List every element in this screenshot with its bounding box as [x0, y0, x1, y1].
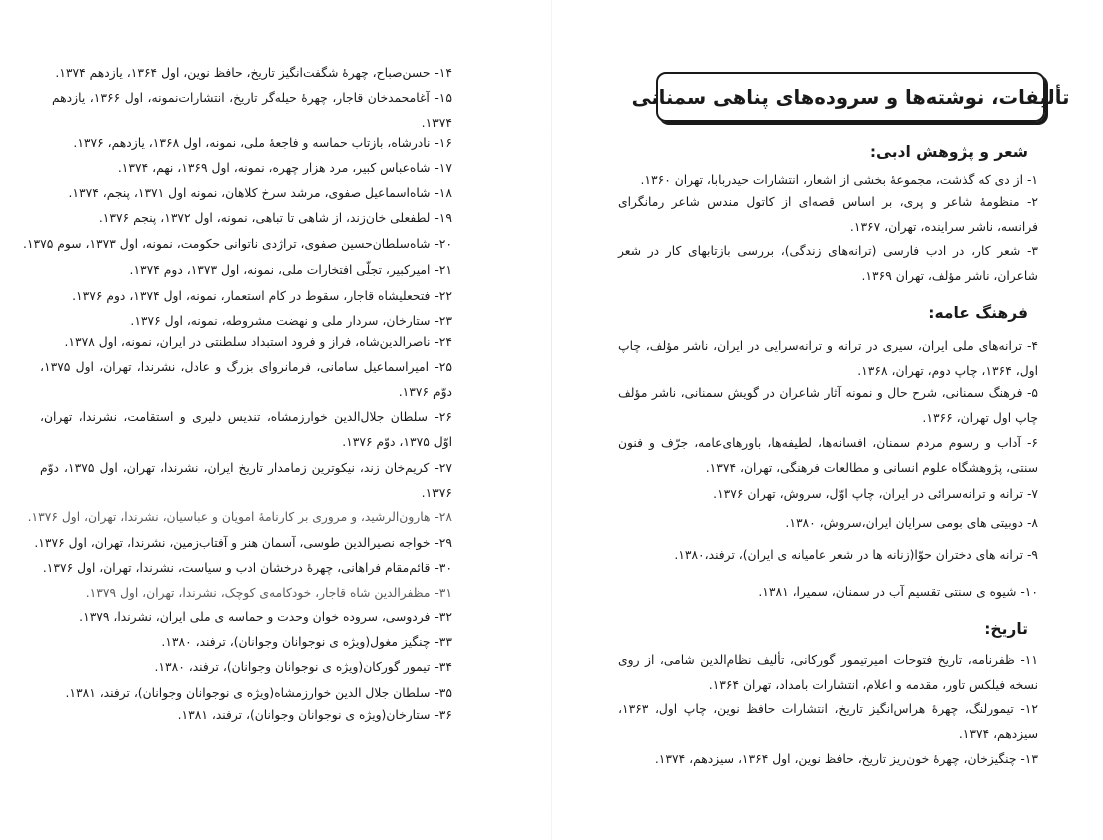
bibliography-entry: ۲۳- ستارخان، سردار ملی و نهضت مشروطه، نمونه، اول ۱۳۷۶.: [130, 314, 452, 328]
bibliography-entry: ۳۴- تیمور گورکان(ویژه ی نوجوانان وجوانان)، ترفند، ۱۳۸۰.: [154, 660, 452, 674]
bibliography-entry: ۱۶- نادرشاه، بازتاب حماسه و فاجعهٔ ملی، نمونه، اول ۱۳۶۸، یازدهم، ۱۳۷۶.: [73, 136, 452, 150]
section-heading: تاریخ:: [984, 620, 1028, 638]
bibliography-entry: ۳۳- چنگیز مغول(ویژه ی نوجوانان وجوانان)، ترفند، ۱۳۸۰.: [161, 635, 452, 649]
bibliography-entry: ۸- دوبیتی های بومی سرایان ایران،سروش، ۱۳۸۰.: [785, 516, 1038, 530]
bibliography-entry: ۱۷- شاه‌عباس کبیر، مرد هزار چهره، نمونه، اول ۱۳۶۹، نهم، ۱۳۷۴.: [117, 161, 452, 175]
bibliography-entry: ۲۷- کریم‌خان زند، نیکوترین زمامدار تاریخ ایران، نشرندا، تهران، اول ۱۳۷۵، دوّم ۱۳۷۶.: [40, 461, 453, 500]
bibliography-entry: ۷- ترانه و ترانه‌سرائی در ایران، چاپ اوّل، سروش، تهران ۱۳۷۶.: [713, 487, 1038, 501]
bibliography-entry: ۹- ترانه های دختران حوّا(زنانه ها در شعر عامیانه ی ایران)، ترفند،۱۳۸۰.: [674, 548, 1038, 562]
bibliography-entry: ۳۵- سلطان جلال الدین خوارزمشاه(ویژه ی نوجوانان وجوانان)، ترفند، ۱۳۸۱.: [65, 686, 452, 700]
bibliography-entry: ۱۰- شیوه ی سنتی تقسیم آب در سمنان، سمیرا، ۱۳۸۱.: [758, 585, 1038, 599]
bibliography-entry: ۲۶- سلطان جلال‌الدین خوارزمشاه، تندیس دلیری و استقامت، نشرندا، تهران، اوّل ۱۳۷۵، دوّم ۱۳۷۶.: [40, 410, 452, 449]
bibliography-entry: ۵- فرهنگ سمنانی، شرح حال و نمونه آثار شاعران در گویش سمنانی، ناشر مؤلف چاپ اول تهران، ۱۳۶۶.: [618, 386, 1038, 425]
section-heading: شعر و پژوهش ادبی:: [869, 143, 1028, 161]
bibliography-entry: ۲۲- فتحعلیشاه قاجار، سقوط در کام استعمار، نمونه، اول ۱۳۷۴، دوم ۱۳۷۶.: [72, 289, 452, 303]
title-frame: [631, 72, 1070, 122]
bibliography-entry: ۳۰- قائم‌مقام فراهانی، چهرهٔ درخشان ادب و سیاست، نشرندا، تهران، اول ۱۳۷۶.: [42, 561, 452, 575]
bibliography-entry: ۲۵- امیراسماعیل سامانی، فرمانروای بزرگ و عادل، نشرندا، تهران، اول ۱۳۷۵، دوّم ۱۳۷۶.: [40, 360, 452, 399]
bibliography-entry: ۲۸- هارون‌الرشید، و مروری بر کارنامهٔ امویان و عباسیان، نشرندا، تهران، اول ۱۳۷۶.: [27, 510, 452, 524]
bibliography-entry: ۴- ترانه‌های ملی ایران، سیری در ترانه و ترانه‌سرایی در ایران، ناشر مؤلف، چاپ اول، ۱۳۶۴، چاپ دوم، تهران، ۱۳۶۸.: [618, 339, 1038, 378]
bibliography-entry: ۳- شعر کار، در ادب فارسی (ترانه‌های زندگی)، بررسی بازتابهای کار در شعر شاعران، ناشر مؤلف، تهران ۱۳۶۹.: [618, 244, 1038, 283]
bibliography-entry: ۲۰- شاه‌سلطان‌حسین صفوی، تراژدی ناتوانی حکومت، نمونه، اول ۱۳۷۳، سوم ۱۳۷۵.: [23, 237, 452, 251]
bibliography-entry: ۱۴- حسن‌صباح، چهرهٔ شگفت‌انگیز تاریخ، حافظ نوین، اول ۱۳۶۴، یازدهم ۱۳۷۴.: [55, 66, 452, 80]
bibliography-entry: ۱۸- شاه‌اسماعیل صفوی، مرشد سرخ کلاهان، نمونه اول ۱۳۷۱، پنجم، ۱۳۷۴.: [68, 186, 452, 200]
bibliography-entry: ۱- از دی که گذشت، مجموعهٔ بخشی از اشعار، انتشارات حیدربابا، تهران ۱۳۶۰.: [640, 173, 1038, 187]
bibliography-entry: ۳۶- ستارخان(ویژه ی نوجوانان وجوانان)، ترفند، ۱۳۸۱.: [177, 708, 452, 722]
bibliography-entry: ۶- آداب و رسوم مردم سمنان، افسانه‌ها، لطیفه‌ها، باورهای‌عامه، جرّف و فنون سنتی، پژوهشگاه علوم انسانی و مطالعات فرهنگی، تهران، ۱۳۷۴.: [618, 436, 1038, 475]
bibliography-entry: ۱۲- تیمورلنگ، چهرهٔ هراس‌انگیز تاریخ، انتشارات حافظ نوین، چاپ اول، ۱۳۶۳، سیزدهم، ۱۳۷۴.: [618, 702, 1038, 741]
bibliography-entry: ۲۴- ناصرالدین‌شاه، فراز و فرود استبداد سلطنتی در ایران، نمونه، اول ۱۳۷۸.: [64, 335, 452, 349]
bibliography-entry: ۲- منظومهٔ شاعر و پری، بر اساس قصه‌ای از کاتول مندس شاعر رمانگرای فرانسه، ناشر سراینده، تهران، ۱۳۶۷.: [618, 195, 1038, 234]
bibliography-entry: ۳۲- فردوسی، سروده خوان وحدت و حماسه ی ملی ایران، نشرندا، ۱۳۷۹.: [79, 610, 452, 624]
bibliography-entry: ۲۹- خواجه نصیرالدین طوسی، آسمان هنر و آفتاب‌زمین، نشرندا، تهران، اول ۱۳۷۶.: [34, 536, 452, 550]
right-page: [552, 0, 1103, 840]
bibliography-entry: ۱۵- آغامحمدخان قاجار، چهرهٔ حیله‌گر تاریخ، انتشارات‌نمونه، اول ۱۳۶۶، یازدهم ۱۳۷۴.: [52, 91, 452, 130]
section-heading: فرهنگ عامه:: [928, 304, 1028, 322]
bibliography-entry: ۱۱- ظفرنامه، تاریخ فتوحات امیرتیمور گورکانی، تألیف نظام‌الدین شامی، از روی نسخه فیلکس تاور، مقدمه و اعلام، انتشارات بامداد، تهران ۱۳۶۴.: [618, 653, 1038, 692]
bibliography-entry: ۱۹- لطفعلی خان‌زند، از شاهی تا تباهی، نمونه، اول ۱۳۷۲، پنجم ۱۳۷۶.: [98, 211, 452, 225]
bibliography-entry: ۲۱- امیرکبیر، تجلّی افتخارات ملی، نمونه، اول ۱۳۷۳، دوم ۱۳۷۴.: [129, 263, 452, 277]
bibliography-entry: ۱۳- چنگیزخان، چهرهٔ خون‌ریز تاریخ، حافظ نوین، اول ۱۳۶۴، سیزدهم، ۱۳۷۴.: [654, 752, 1038, 766]
page-title: تألیفات، نوشته‌ها و سروده‌های پناهی سمنانی: [631, 85, 1070, 109]
bibliography-entry: ۳۱- مظفرالدین شاه قاجار، خودکامه‌ی کوچک، نشرندا، تهران، اول ۱۳۷۹.: [85, 586, 452, 600]
